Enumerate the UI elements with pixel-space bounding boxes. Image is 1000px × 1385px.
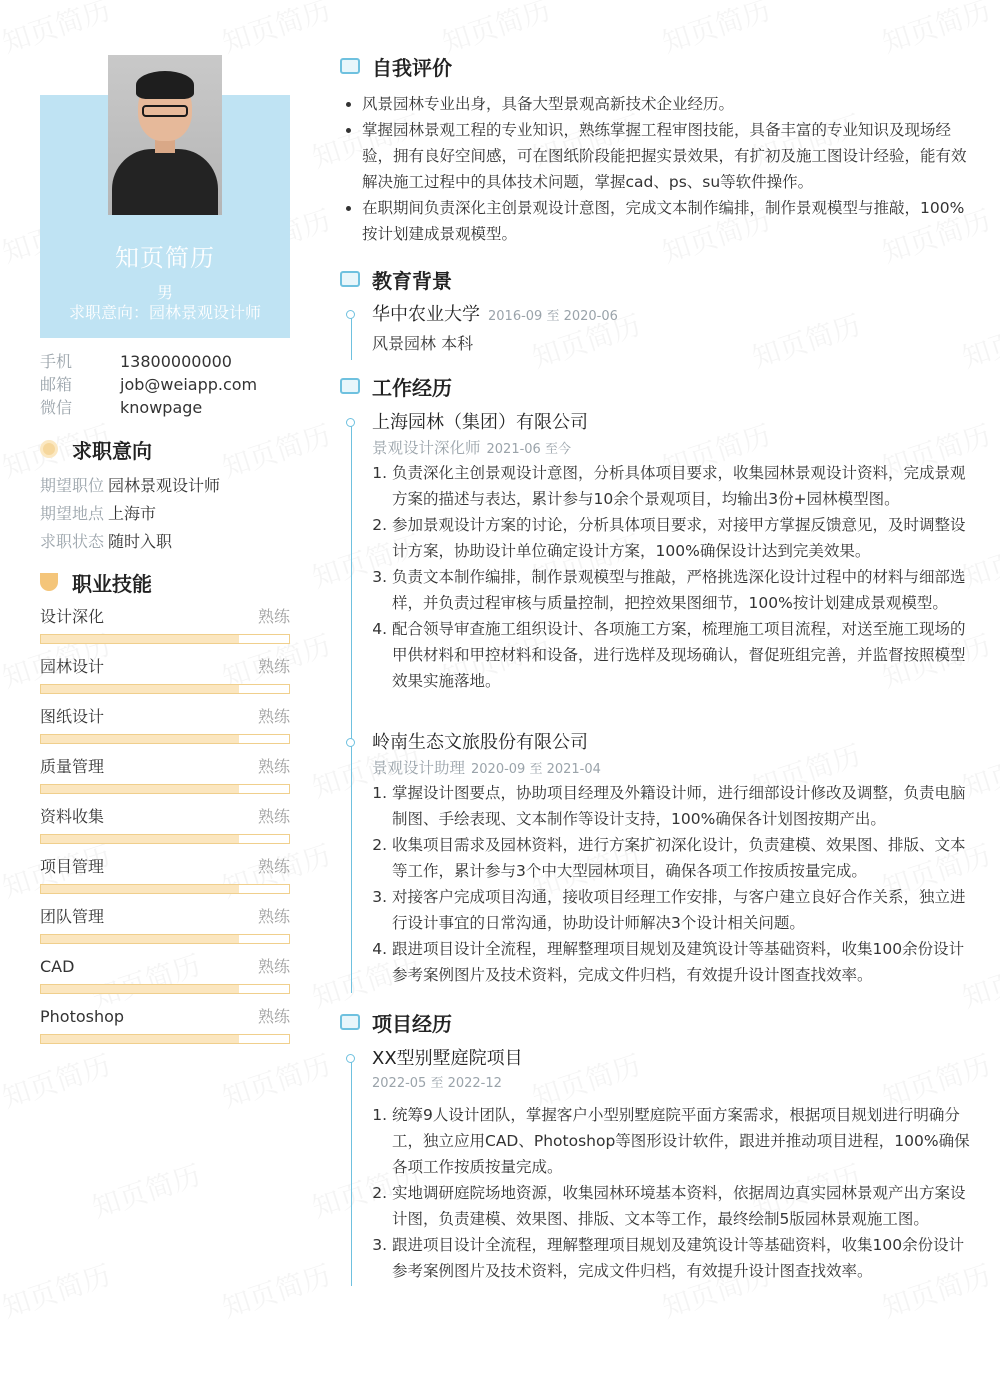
watermark-text [217, 1044, 336, 1117]
skill-list [40, 604, 290, 1054]
job-entry [372, 730, 970, 988]
book-icon [340, 271, 360, 287]
project-name: XX型别墅庭院项目 [372, 1048, 523, 1069]
briefcase-icon [340, 378, 360, 394]
skill-progress-fill [41, 935, 239, 943]
candidate-gender: 男 [156, 283, 173, 302]
skill-item [40, 804, 290, 854]
intent-item [40, 528, 290, 556]
skill-progress-fill [41, 635, 239, 643]
skill-name: 园林设计 [40, 657, 105, 676]
contact-phone [40, 350, 290, 373]
job-date: 2021-06 至今 [486, 442, 571, 457]
watermark-text [87, 1154, 206, 1227]
contact-label: 微信 [40, 398, 73, 417]
timeline-dot [346, 738, 355, 747]
project-detail: 1. 统筹9人设计团队，掌握客户小型别墅庭院平面方案需求，根据项目规划进行明确分工，独立应用CAD、Photoshop等图形设计软件，跟进并推动项目进程，100%确保各项工作按质按量完成。 [392, 1102, 970, 1180]
contact-label: 手机 [40, 352, 73, 371]
skill-name: 设计深化 [40, 607, 105, 626]
watermark-text [437, 0, 556, 61]
folder-icon [340, 1014, 360, 1030]
contact-label: 邮箱 [40, 375, 73, 394]
skill-name: 项目管理 [40, 857, 105, 876]
job-duty: 4. 跟进项目设计全流程，理解整理项目规划及建筑设计等基础资料，收集100余份设计参考案例图片及技术资料，完成文件归档，有效提升设计图查找效率。 [392, 936, 970, 988]
skill-progress-fill [41, 685, 239, 693]
company-name: 上海园林（集团）有限公司 [372, 412, 588, 433]
skill-item [40, 1004, 290, 1054]
skill-progress-bar [40, 834, 290, 844]
education-timeline [351, 314, 352, 360]
job-role: 景观设计助理 [372, 759, 466, 777]
skill-item [40, 654, 290, 704]
skill-level: 熟练 [257, 807, 290, 826]
watermark-text [217, 1254, 336, 1327]
self-eval-point: • 风景园林专业出身，具备大型景观高新技术企业经历。 [362, 91, 970, 117]
skill-progress-bar [40, 784, 290, 794]
skill-name: CAD [40, 957, 75, 976]
intent-value: 上海市 [108, 504, 157, 523]
contact-value: 13800000000 [120, 352, 232, 371]
job-duty: 2. 参加景观设计方案的讨论，分析具体项目要求，对接甲方掌握反馈意见，及时调整设计方案，协助设计单位确定设计方案，100%确保设计达到完美效果。 [392, 512, 970, 564]
intent-label: 期望职位 [40, 476, 105, 495]
section-title-text: 职业技能 [72, 571, 152, 596]
skill-level: 熟练 [257, 657, 290, 676]
skill-progress-bar [40, 1034, 290, 1044]
skill-level: 熟练 [257, 907, 290, 926]
skill-item [40, 704, 290, 754]
skill-icon [40, 573, 58, 591]
job-duty: 1. 负责深化主创景观设计意图，分析具体项目要求，收集园林景观设计资料，完成景观方案的描述与表达，累计参与10余个景观项目，均输出3份+园林模型图。 [392, 460, 970, 512]
intent-label: 期望地点 [40, 504, 105, 523]
skill-progress-fill [41, 985, 239, 993]
watermark-text [877, 0, 996, 61]
watermark-text [0, 1044, 115, 1117]
skill-progress-bar [40, 984, 290, 994]
skill-name: 图纸设计 [40, 707, 105, 726]
profile-photo [108, 55, 222, 215]
projects-section-title [340, 1008, 452, 1036]
skill-progress-fill [41, 835, 239, 843]
skill-item [40, 954, 290, 1004]
skill-progress-bar [40, 934, 290, 944]
school-name: 华中农业大学 [372, 304, 480, 325]
work-timeline [351, 421, 352, 993]
skill-level: 熟练 [257, 707, 290, 726]
job-duty: 2. 收集项目需求及园林资料，进行方案扩初深化设计，负责建模、效果图、排版、文本等工作，累计参与3个中大型园林项目，确保各项工作按质按量完成。 [392, 832, 970, 884]
section-title-text: 工作经历 [372, 375, 452, 400]
timeline-dot [346, 418, 355, 427]
intent-list [40, 472, 290, 556]
job-entry [372, 410, 970, 694]
skill-name: 资料收集 [40, 807, 105, 826]
job-duty: 4. 配合领导审查施工组织设计、各项施工方案，梳理施工项目流程，对送至施工现场的甲供材料和甲控材料和设备，进行选样及现场确认，督促班组完善，并监督按照模型效果实施落地。 [392, 616, 970, 694]
id-card-icon [340, 58, 360, 74]
job-duty: 3. 负责文本制作编排，制作景观模型与推敲，严格挑选深化设计过程中的材料与细部选样，并负责过程审核与质量控制，把控效果图细节，100%按计划建成景观模型。 [392, 564, 970, 616]
skills-section-title [40, 568, 290, 596]
project-timeline [351, 1058, 352, 1286]
target-icon [40, 440, 58, 458]
contact-value: knowpage [120, 398, 203, 417]
skill-name: Photoshop [40, 1007, 125, 1026]
section-title-text: 项目经历 [372, 1011, 452, 1036]
skill-level: 熟练 [257, 607, 290, 626]
skill-level: 熟练 [257, 957, 290, 976]
skill-progress-bar [40, 684, 290, 694]
project-entry [372, 1046, 970, 1284]
education-date: 2016-09 至 2020-06 [488, 309, 618, 324]
skill-progress-fill [41, 1035, 239, 1043]
skill-progress-fill [41, 885, 239, 893]
timeline-dot [346, 1054, 355, 1063]
education-major: 风景园林 本科 [372, 334, 474, 353]
contact-list [40, 350, 290, 419]
skill-item [40, 604, 290, 654]
education-entry [372, 302, 970, 357]
skill-name: 质量管理 [40, 757, 105, 776]
job-duty: 1. 掌握设计图要点，协助项目经理及外籍设计师，进行细部设计修改及调整，负责电脑制图、手绘表现、文本制作等设计支持，100%确保各计划图按期产出。 [392, 780, 970, 832]
skill-progress-fill [41, 785, 239, 793]
self-eval-section-title [340, 52, 452, 80]
work-section-title [340, 372, 452, 400]
candidate-intent-line: 求职意向：园林景观设计师 [68, 303, 261, 322]
intent-section-title [40, 435, 290, 463]
education-section-title [340, 265, 452, 293]
contact-wechat [40, 396, 290, 419]
skill-level: 熟练 [257, 857, 290, 876]
skill-progress-bar [40, 884, 290, 894]
self-eval-point: • 掌握园林景观工程的专业知识，熟练掌握工程审图技能，具备丰富的专业知识及现场经验，拥有良好空间感，可在图纸阶段能把握实景效果，有扩初及施工图设计经验，能有效解决施工过程中的具体技术问题，掌握cad、ps、su等软件操作。 [362, 117, 970, 195]
timeline-dot [346, 310, 355, 319]
contact-email [40, 373, 290, 396]
section-title-text: 求职意向 [72, 438, 152, 463]
project-detail: 2. 实地调研庭院场地资源，收集园林环境基本资料，依据周边真实园林景观产出方案设计图，负责建模、效果图、排版、文本等工作，最终绘制5版园林景观施工图。 [392, 1180, 970, 1232]
watermark-text [217, 0, 336, 61]
intent-label: 求职状态 [40, 532, 105, 551]
skill-item [40, 754, 290, 804]
intent-item [40, 500, 290, 528]
skill-progress-bar [40, 634, 290, 644]
self-eval-body [340, 91, 970, 247]
project-detail: 3. 跟进项目设计全流程，理解整理项目规划及建筑设计等基础资料，收集100余份设计参考案例图片及技术资料，完成文件归档，有效提升设计图查找效率。 [392, 1232, 970, 1284]
skill-progress-bar [40, 734, 290, 744]
watermark-text [0, 0, 115, 61]
company-name: 岭南生态文旅股份有限公司 [372, 732, 588, 753]
candidate-name: 知页简历 [115, 244, 215, 272]
intent-item [40, 472, 290, 500]
project-date: 2022-05 至 2022-12 [372, 1076, 502, 1091]
section-title-text: 自我评价 [372, 55, 452, 80]
job-duty: 3. 对接客户完成项目沟通，接收项目经理工作安排，与客户建立良好合作关系，独立进行设计事宜的日常沟通，协助设计师解决3个设计相关问题。 [392, 884, 970, 936]
contact-value: job@weiapp.com [120, 375, 258, 394]
skill-item [40, 904, 290, 954]
intent-value: 随时入职 [108, 532, 173, 551]
watermark-text [0, 1254, 115, 1327]
section-title-text: 教育背景 [372, 268, 452, 293]
job-role: 景观设计深化师 [372, 439, 481, 457]
intent-value: 园林景观设计师 [108, 476, 221, 495]
skill-name: 团队管理 [40, 907, 105, 926]
skill-item [40, 854, 290, 904]
skill-level: 熟练 [257, 757, 290, 776]
skill-progress-fill [41, 735, 239, 743]
self-eval-point: • 在职期间负责深化主创景观设计意图，完成文本制作编排，制作景观模型与推敲，100%按计划建成景观模型。 [362, 195, 970, 247]
watermark-text [657, 0, 776, 61]
job-date: 2020-09 至 2021-04 [471, 762, 601, 777]
skill-level: 熟练 [257, 1007, 290, 1026]
